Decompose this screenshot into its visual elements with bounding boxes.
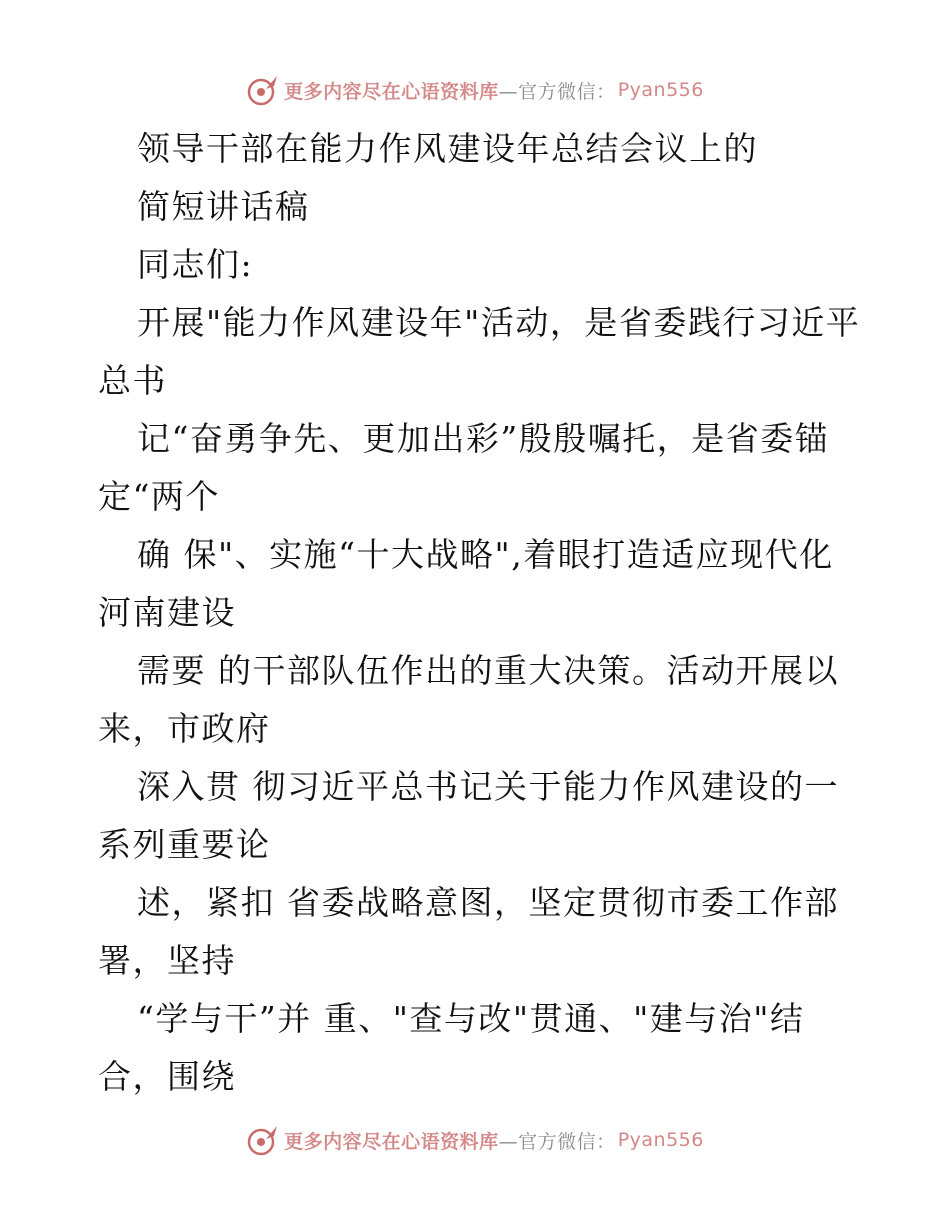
paragraph-line: 合，围绕: [98, 1057, 236, 1096]
watermark-account: Pyan556: [617, 1129, 704, 1151]
paragraph-line: 署，坚持: [98, 941, 236, 980]
paragraph-line: 确 保"、实施“十大战略",着眼打造适应现代化: [137, 535, 834, 574]
paragraph-line: 总书: [98, 361, 167, 400]
footer-watermark: [0, 1120, 950, 1160]
watermark-wechat-label: —官方微信：: [498, 80, 616, 103]
header-watermark: [0, 70, 950, 110]
watermark-wechat-label: —官方微信：: [498, 1130, 616, 1153]
paragraph-line: 深入贯 彻习近平总书记关于能力作风建设的一: [137, 767, 839, 806]
paragraph-line: 述，紧扣 省委战略意图，坚定贯彻市委工作部: [137, 883, 839, 922]
paragraph-line: 来，市政府: [98, 709, 271, 748]
watermark-library-text: 更多内容尽在心语资料库: [284, 80, 499, 103]
paragraph-line: 定“两个: [98, 477, 220, 516]
paragraph-line: 记“奋勇争先、更加出彩”殷殷嘱托，是省委锚: [137, 419, 830, 458]
title-line-2: 简短讲话稿: [137, 187, 310, 226]
title-line-1: 领导干部在能力作风建设年总结会议上的: [137, 129, 758, 168]
paragraph-line: 开展"能力作风建设年"活动，是省委践行习近平: [137, 303, 861, 342]
watermark-library-text: 更多内容尽在心语资料库: [284, 1130, 499, 1153]
quill-logo-icon: [246, 1123, 280, 1157]
paragraph-line: “学与干”并 重、"查与改"贯通、"建与治"结: [137, 999, 805, 1038]
salutation: 同志们:: [137, 245, 254, 284]
paragraph-line: 需要 的干部队伍作出的重大决策。活动开展以: [137, 651, 839, 690]
paragraph-line: 河南建设: [98, 593, 236, 632]
watermark-account: Pyan556: [617, 79, 704, 101]
paragraph-line: 系列重要论: [98, 825, 271, 864]
quill-logo-icon: [246, 73, 280, 107]
